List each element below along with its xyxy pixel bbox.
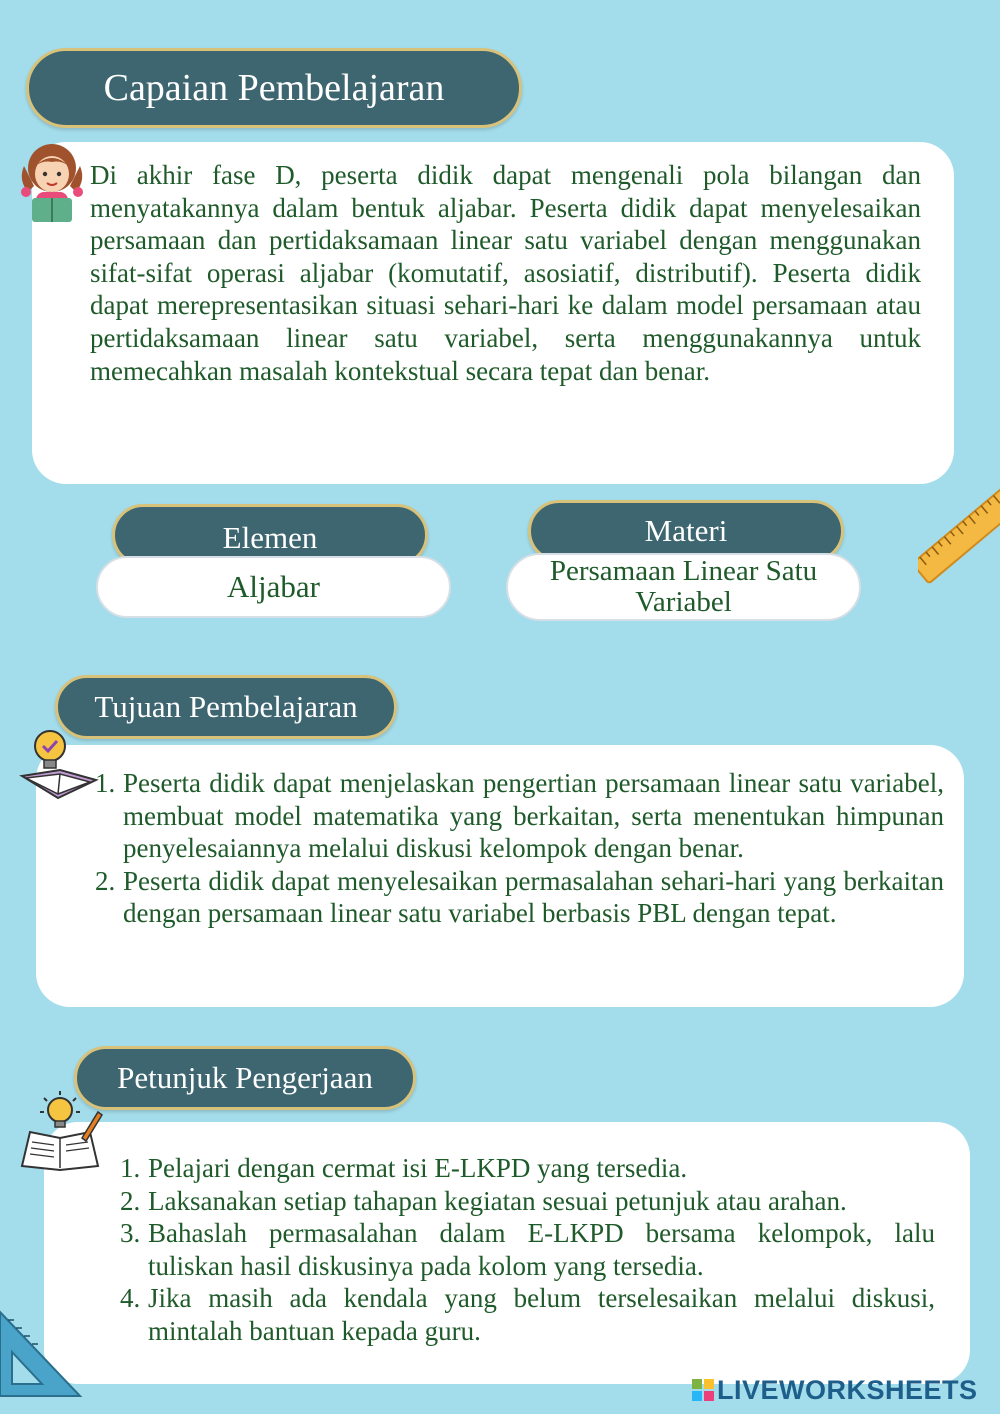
materi-value-box [506,553,861,621]
petunjuk-item-text: Bahaslah permasalahan dalam E-LKPD bersama kelompok, lalu tuliskan hasil diskusinya pada kolom yang tersedia. [148,1218,935,1281]
set-square-icon [0,1308,84,1398]
capaian-title-pill [26,48,522,128]
tujuan-item-2 [95,865,944,930]
materi-value: Persamaan Linear Satu Variabel [549,555,818,618]
petunjuk-item-text: Jika masih ada kendala yang belum terselesaikan melalui diskusi, mintalah bantuan kepada guru. [148,1283,935,1346]
liveworksheets-logo-text: LIVEWORKSHEETS [717,1374,978,1405]
ruler-icon [918,480,1000,600]
elemen-value: Aljabar [227,569,320,604]
capaian-text: Di akhir fase D, peserta didik dapat mengenali pola bilangan dan menyatakannya dalam bentuk aljabar. Peserta didik dapat menyelesaikan persamaan dan pertidaksamaan linear satu variabel dengan menggunakan sifat-sifat operasi aljabar (komutatif, asosiatif, distributif). Peserta didik dapat merepresentasikan situasi sehari-hari ke dalam model persamaan atau pertidaksamaan linear satu variabel, serta menggunakannya untuk memecahkan masalah kontekstual secara tepat dan benar. [90,160,921,386]
petunjuk-item-number: 4. [120,1283,141,1314]
tujuan-item-1 [95,767,944,865]
tujuan-item-text: Peserta didik dapat menjelaskan pengertian persamaan linear satu variabel, membuat model matematika yang berkaitan, serta menentukan himpunan penyelesaiannya melalui diskusi kelompok dengan benar. [123,768,944,864]
elemen-label: Elemen [222,520,318,555]
petunjuk-item-number: 1. [120,1153,141,1183]
petunjuk-item-3 [120,1217,935,1282]
tujuan-title-pill [55,675,397,739]
petunjuk-item-number: 3. [120,1218,141,1249]
capaian-title: Capaian Pembelajaran [103,67,445,109]
tujuan-item-text: Peserta didik dapat menyelesaikan permasalahan sehari-hari yang berkaitan dengan persamaan linear satu variabel berbasis PBL dengan tepat. [123,865,944,929]
materi-label: Materi [644,513,728,548]
petunjuk-list [120,1152,935,1348]
tujuan-title: Tujuan Pembelajaran [94,689,358,724]
petunjuk-item-1 [120,1152,935,1185]
petunjuk-item-text: Pelajari dengan cermat isi E-LKPD yang tersedia. [148,1153,688,1183]
petunjuk-item-text: Laksanakan setiap tahapan kegiatan sesuai petunjuk atau arahan. [148,1185,847,1216]
petunjuk-title: Petunjuk Pengerjaan [117,1060,373,1095]
book-lightbulb-icon [18,724,100,806]
tujuan-item-number: 1. [95,768,116,798]
elemen-value-box [96,556,451,618]
petunjuk-title-pill [74,1046,416,1110]
liveworksheets-logo-icon [692,1379,714,1401]
liveworksheets-logo [692,1376,978,1404]
petunjuk-item-2 [120,1185,935,1218]
tujuan-item-number: 2. [95,865,116,896]
petunjuk-item-number: 2. [120,1185,141,1216]
tujuan-list [95,767,944,930]
book-pencil-lightbulb-icon [18,1088,104,1178]
girl-reading-book-icon [14,136,90,232]
petunjuk-item-4 [120,1282,935,1347]
